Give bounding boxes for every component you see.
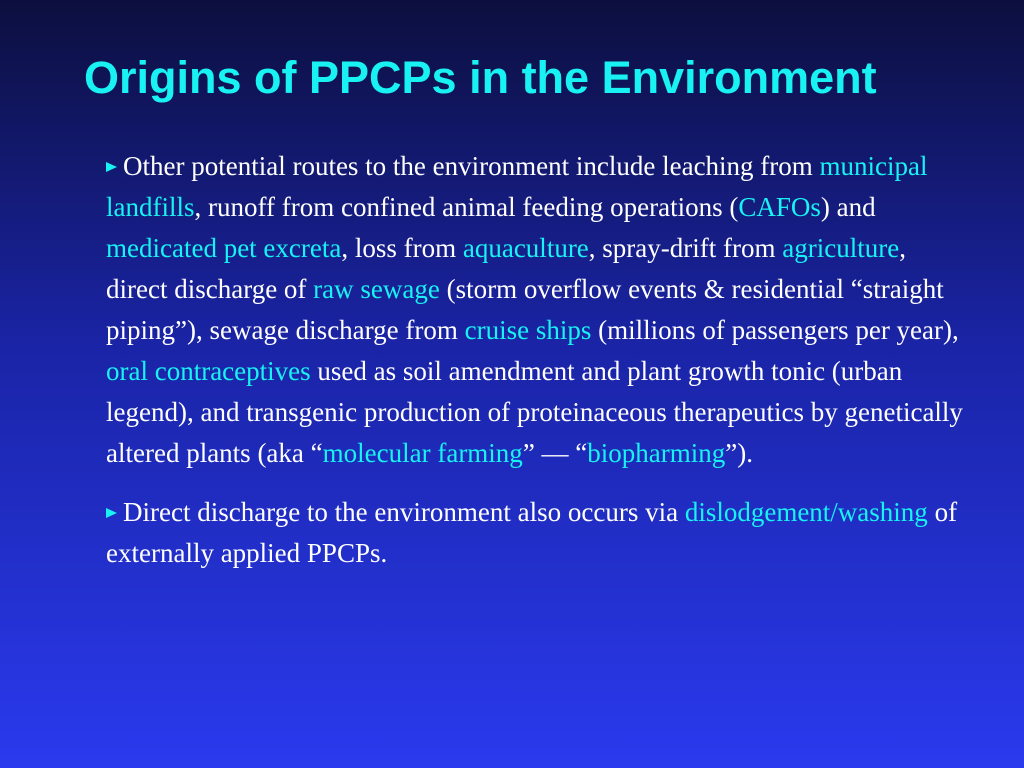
bullet-item-direct-discharge bbox=[106, 492, 966, 574]
slide-title: Origins of PPCPs in the Environment bbox=[84, 52, 877, 103]
highlight-term-dislodgement-washing: dislodgement/washing bbox=[684, 497, 928, 527]
bullet-text-segment: (millions of passengers per year), bbox=[591, 315, 959, 345]
bullet-text-segment: ” — “ bbox=[522, 438, 588, 468]
bullet-text-segment: , direct discharge of bbox=[106, 233, 906, 304]
bullet-text-segment: Other potential routes to the environment include leaching from bbox=[123, 151, 820, 181]
highlight-term-molecular-farming: molecular farming bbox=[322, 438, 523, 468]
arrow-icon bbox=[106, 162, 117, 172]
arrow-icon bbox=[106, 508, 117, 518]
highlight-term-municipal-landfills: municipal landfills bbox=[106, 151, 928, 222]
highlight-term-medicated-pet-excreta: medicated pet excreta bbox=[106, 233, 342, 263]
highlight-term-aquaculture: aquaculture bbox=[462, 233, 589, 263]
highlight-term-cruise-ships: cruise ships bbox=[464, 315, 592, 345]
bullet-text-segment: ) and bbox=[820, 192, 876, 222]
highlight-term-cafos: CAFOs bbox=[738, 192, 821, 222]
highlight-term-oral-contraceptives: oral contraceptives bbox=[106, 356, 311, 386]
highlight-term-agriculture: agriculture bbox=[782, 233, 900, 263]
bullet-text-segment: Direct discharge to the environment also occurs via bbox=[123, 497, 685, 527]
bullet-item-routes bbox=[106, 146, 966, 474]
bullet-text-segment: used as soil amendment and plant growth tonic (urban legend), and transgenic production of proteinaceous therapeutics by genetically altered plants (aka “ bbox=[106, 356, 963, 468]
bullet-text-segment: of externally applied PPCPs. bbox=[106, 497, 958, 568]
highlight-term-biopharming: biopharming bbox=[587, 438, 726, 468]
bullet-text-segment: (storm overflow events & residential “straight piping”), sewage discharge from bbox=[106, 274, 944, 345]
bullet-text-segment: , loss from bbox=[341, 233, 463, 263]
bullet-text-segment: , runoff from confined animal feeding operations ( bbox=[194, 192, 739, 222]
highlight-term-raw-sewage: raw sewage bbox=[313, 274, 440, 304]
bullet-text-segment: ”). bbox=[725, 438, 753, 468]
bullet-list bbox=[106, 146, 966, 574]
bullet-text-segment: , spray-drift from bbox=[588, 233, 783, 263]
